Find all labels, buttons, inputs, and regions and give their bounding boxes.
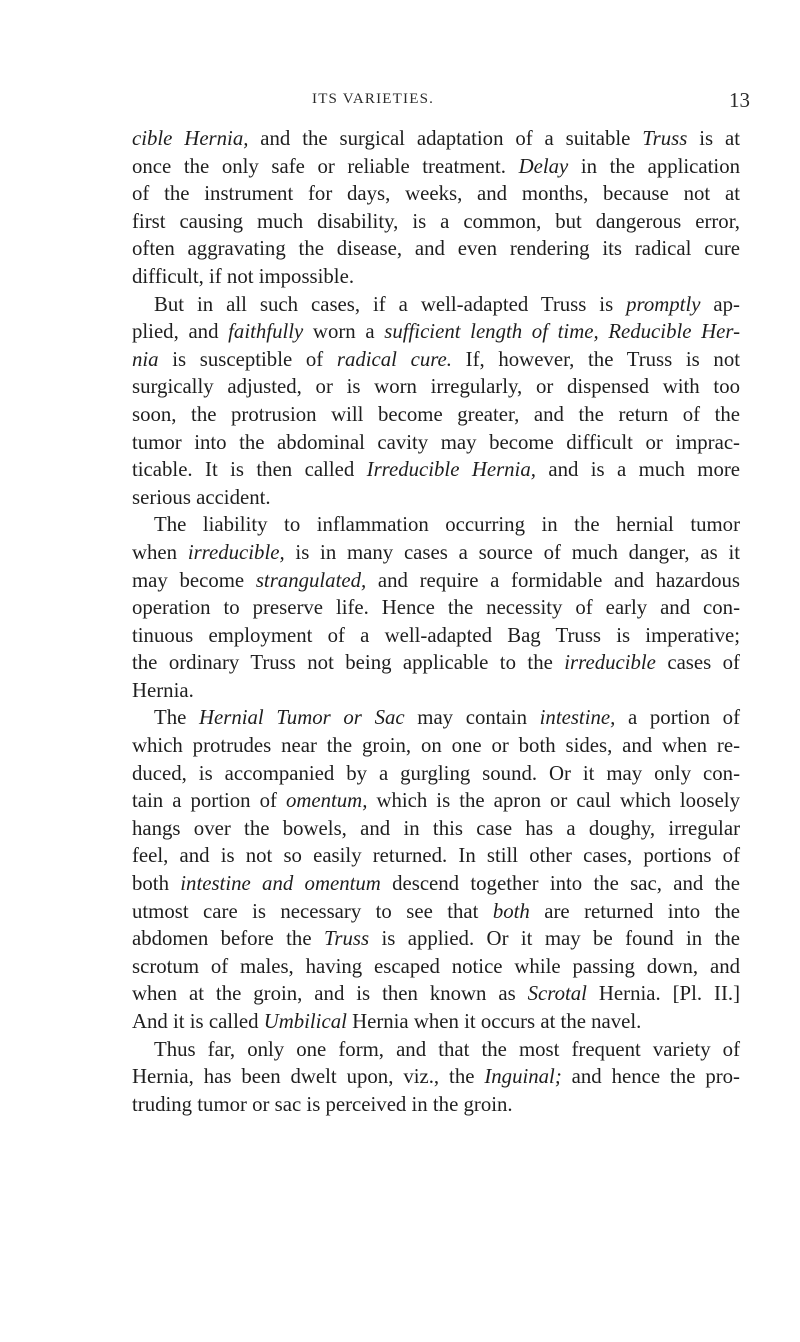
text-line bbox=[132, 1091, 740, 1119]
text-span: serious accident. bbox=[132, 485, 271, 509]
text-span: and hence the pro- bbox=[561, 1065, 740, 1089]
text-span: of the instrument for days, weeks, and months, because not at bbox=[132, 182, 740, 206]
italic-text: radical cure. bbox=[336, 347, 452, 371]
text-span: plied, and bbox=[132, 320, 229, 344]
text-span: utmost care is necessary to see that bbox=[132, 899, 493, 923]
text-span: Hernia. bbox=[132, 678, 194, 702]
italic-text: Truss bbox=[323, 927, 370, 951]
text-line bbox=[132, 760, 740, 788]
italic-text: intestine, bbox=[539, 706, 616, 730]
text-span: hangs over the bowels, and in this case has a doughy, irregular bbox=[132, 816, 740, 840]
text-line bbox=[132, 429, 740, 457]
text-line bbox=[132, 153, 740, 181]
text-span: is susceptible of bbox=[158, 347, 337, 371]
italic-text: cible Hernia, bbox=[132, 127, 249, 150]
italic-text: both bbox=[492, 899, 530, 923]
italic-text: nia bbox=[132, 347, 159, 371]
text-span: the ordinary Truss not being applicable to the bbox=[132, 651, 565, 675]
text-line bbox=[132, 567, 740, 595]
text-line bbox=[132, 318, 740, 346]
italic-text: Hernial Tumor or Sac bbox=[199, 706, 405, 730]
text-line bbox=[132, 484, 740, 512]
text-span: And it is called bbox=[132, 1010, 264, 1033]
text-line bbox=[132, 870, 740, 898]
running-header bbox=[0, 89, 800, 113]
text-span: often aggravating the disease, and even rendering its radical cure bbox=[132, 237, 740, 261]
text-span: Hernia. [Pl. II.] bbox=[586, 982, 740, 1006]
text-line bbox=[132, 815, 740, 843]
text-span: feel, and is not so easily returned. In still other cases, portions of bbox=[132, 844, 740, 868]
text-line bbox=[132, 1063, 740, 1091]
text-line bbox=[132, 263, 740, 291]
text-line bbox=[132, 842, 740, 870]
italic-text: Inguinal; bbox=[484, 1065, 562, 1089]
text-span: tinuous employment of a well-adapted Bag Truss is imperative; bbox=[132, 623, 740, 647]
text-span: cases of bbox=[655, 651, 740, 675]
text-line bbox=[132, 732, 740, 760]
text-span: duced, is accompanied by a gurgling sound. Or it may only con- bbox=[132, 761, 740, 785]
running-title: ITS VARIETIES. bbox=[312, 91, 435, 107]
italic-text: faithfully bbox=[228, 320, 304, 344]
text-span: operation to preserve life. Hence the necessity of early and con- bbox=[132, 596, 740, 620]
text-line bbox=[132, 456, 740, 484]
text-span: are returned into the bbox=[529, 899, 740, 923]
text-line bbox=[132, 925, 740, 953]
text-span: If, however, the Truss is not bbox=[452, 347, 740, 371]
text-span: ticable. It is then called bbox=[132, 458, 367, 482]
italic-text: Umbilical bbox=[263, 1010, 347, 1033]
text-span: Hernia when it occurs at the navel. bbox=[346, 1010, 642, 1033]
page-number: 13 bbox=[729, 88, 750, 112]
text-span: worn a bbox=[303, 320, 385, 344]
text-line bbox=[132, 208, 740, 236]
italic-text: sufficient length of time, Reducible Her- bbox=[384, 320, 740, 344]
text-line bbox=[132, 953, 740, 981]
text-span: The bbox=[154, 706, 200, 730]
text-span: is applied. Or it may be found in the bbox=[369, 927, 740, 951]
text-line bbox=[132, 787, 740, 815]
text-span: both bbox=[132, 872, 181, 896]
italic-text: irreducible, bbox=[187, 540, 285, 564]
text-line bbox=[132, 539, 740, 567]
text-span: surgically adjusted, or is worn irregularly, or dispensed with too bbox=[132, 375, 740, 399]
text-span: Thus far, only one form, and that the most frequent variety of bbox=[154, 1037, 740, 1061]
text-span: difficult, if not impossible. bbox=[132, 264, 355, 288]
text-span: may become bbox=[132, 568, 256, 592]
italic-text: intestine and omentum bbox=[180, 872, 381, 896]
italic-text: Delay bbox=[518, 154, 569, 178]
text-line bbox=[132, 235, 740, 263]
text-span: But in all such cases, if a well-adapted Truss is bbox=[154, 292, 627, 316]
text-span: when at the groin, and is then known as bbox=[132, 982, 528, 1006]
italic-text: omentum, bbox=[285, 789, 368, 813]
text-line bbox=[132, 594, 740, 622]
text-span: tain a portion of bbox=[132, 789, 286, 813]
italic-text: promptly bbox=[626, 292, 701, 316]
text-span: truding tumor or sac is perceived in the groin. bbox=[132, 1092, 513, 1116]
text-span: scrotum of males, having escaped notice while passing down, and bbox=[132, 954, 740, 978]
text-line bbox=[132, 898, 740, 926]
text-span: in the application bbox=[568, 154, 740, 178]
text-span: and is a much more bbox=[535, 458, 741, 482]
italic-text: Truss bbox=[642, 127, 688, 150]
text-span: when bbox=[132, 540, 188, 564]
text-line bbox=[132, 180, 740, 208]
text-line bbox=[132, 649, 740, 677]
text-line bbox=[132, 125, 740, 153]
text-span: which protrudes near the groin, on one or both sides, and when re- bbox=[132, 734, 740, 758]
italic-text: strangulated, bbox=[255, 568, 367, 592]
text-line bbox=[132, 677, 740, 705]
text-span: a portion of bbox=[615, 706, 740, 730]
text-line bbox=[132, 291, 740, 319]
text-span: and require a formidable and hazardous bbox=[366, 568, 740, 592]
text-span: The liability to inflammation occurring in the hernial tumor bbox=[154, 513, 740, 537]
text-span: abdomen before the bbox=[132, 927, 324, 951]
text-line bbox=[132, 346, 740, 374]
text-line bbox=[132, 511, 740, 539]
text-span: is at bbox=[687, 127, 740, 150]
text-span: Hernia, has been dwelt upon, viz., the bbox=[132, 1065, 485, 1089]
text-span: descend together into the sac, and the bbox=[380, 872, 740, 896]
text-span: ap- bbox=[700, 292, 740, 316]
text-line bbox=[132, 1008, 740, 1036]
text-span: and the surgical adaptation of a suitable bbox=[248, 127, 643, 150]
text-line bbox=[132, 704, 740, 732]
italic-text: Irreducible Hernia, bbox=[366, 458, 536, 482]
text-line bbox=[132, 373, 740, 401]
text-line bbox=[132, 622, 740, 650]
text-span: first causing much disability, is a common, but dangerous error, bbox=[132, 209, 740, 233]
italic-text: irreducible bbox=[564, 651, 656, 675]
text-span: is in many cases a source of much danger, as it bbox=[284, 540, 741, 564]
text-span: tumor into the abdominal cavity may become difficult or imprac- bbox=[132, 430, 740, 454]
text-line bbox=[132, 980, 740, 1008]
italic-text: Scrotal bbox=[527, 982, 587, 1006]
text-span: may contain bbox=[404, 706, 540, 730]
text-line bbox=[132, 1036, 740, 1064]
text-span: which is the apron or caul which loosely bbox=[367, 789, 740, 813]
text-line bbox=[132, 401, 740, 429]
body-text bbox=[132, 125, 740, 1118]
text-span: once the only safe or reliable treatment. bbox=[132, 154, 519, 178]
text-span: soon, the protrusion will become greater, and the return of the bbox=[132, 402, 740, 426]
